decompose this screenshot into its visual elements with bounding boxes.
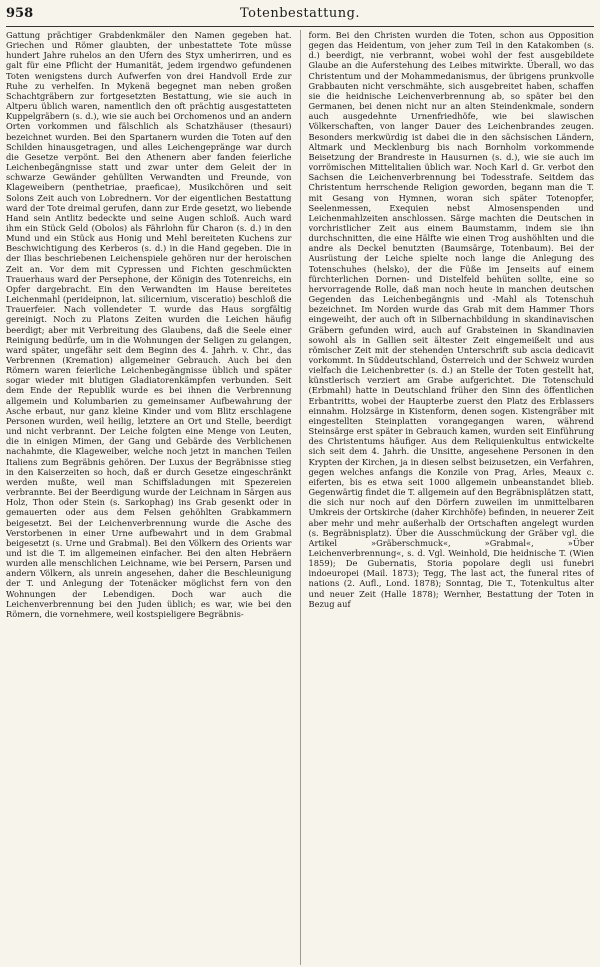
column-divider [300, 30, 301, 965]
left-column [6, 30, 292, 965]
text-columns [6, 30, 594, 965]
running-header [6, 6, 594, 27]
running-title: Totenbestattung. [239, 6, 361, 21]
left-column-text: Gattung prächtiger Grabdenkmäler den Namen gegeben hat. Griechen und Römer glaubten, der unbestattete Tote müsse hundert Jahre ruhelos an den Ufern des Styx umherirren, und es galt für eine Pflicht der Humanität, jedem irgendwo gefundenen Toten wenigstens durch Aufwerfen von drei Handvoll Erde zur Ruhe zu verhelfen. In Mykenä begegnet man neben großen Schachtgräbern zur fortgesetzten Bestattung, wie sie auch in Altperu üblich waren, namentlich den oft prächtig ausgestatteten Kuppelgräbern (s. d.), wie sie auch bei Orchomenos und an andern Orten vorkommen und fälschlich als Schatzhäuser (thesauri) bezeichnet wurden. Bei den Spartanern wurden die Toten auf den Schilden hinausgetragen, und alles Leichengepränge war durch die Gesetze verpönt. Bei den Athenern aber fanden feierliche Leichenbegängnisse statt und zwar unter dem Geleit der in schwarze Gewänder gehüllten Verwandten und Freunde, von Klageweibern (penthetriae, praeficae), Musikchören und seit Solons Zeit auch von Lobrednern. Vor der eigentlichen Bestattung ward der Tote dreimal gerufen, dann zur Erde gesetzt, wo liebende Hand sein Antlitz bedeckte und seine Augen schloß. Auch ward ihm ein Stück Geld (Obolos) als Fährlohn für Charon (s. d.) in den Mund und ein Stück aus Honig und Mehl bereiteten Kuchens zur Beschwichtigung des Kerberos (s. d.) in die Hand gegeben. Die in der Ilias beschriebenen Leichenspiele gehören nur der heroischen Zeit an. Vor dem mit Cypressen und Fichten geschmückten Trauerhaus ward der Persephone, der Königin des Totenreichs, ein Opfer dargebracht. Ein den Verwandten im Hause bereitetes Leichenmahl (perideipnon, lat. silicernium, visceratio) beschloß die Trauerfeier. Nach vollendeter T. wurde das Haus sorgfältig gereinigt. Noch zu Platons Zeiten wurden die Leichen häufig beerdigt; aber mit Verbreitung des Glaubens, daß die Seele einer Reinigung bedürfe, um in die Wohnungen der Seligen zu gelangen, ward später, ungefähr seit dem Beginn des 4. Jahrh. v. Chr., das Verbrennen (Kremation) allgemeiner Gebrauch. Auch bei den Römern waren feierliche Leichenbegängnisse üblich und später sogar wieder mit blutigen Gladiatorenkämpfen verbunden. Seit dem Ende der Republik wurde es bei ihnen die Verbrennung allgemein und Kolumbarien zu gemeinsamer Aufbewahrung der Asche erbaut, nur ganz kleine Kinder und vom Blitz erschlagene Personen wurden, weil heilig, letztere an Ort und Stelle, beerdigt und nicht verbrannt. Der Leiche folgten eine Menge von Leuten, die in einigen Mimen, der Gang und Gebärde des Verblichenen nachahmte, die Klageweiber, welche noch jetzt in manchen Teilen Italiens zum Begräbnis gehören. Der Luxus der Begräbnisse stieg in den Kaiserzeiten so hoch, daß er durch Gesetze eingeschränkt werden mußte, weil man Schiffsladungen mit Spezereien verbrannte. Bei der Beerdigung wurde der Leichnam in Särgen aus Holz, Thon oder Stein (s. Sarkophag) ins Grab gesenkt oder in gemauerten oder aus dem Felsen gehöhlten Grabkammern beigesetzt. Bei der Leichenverbrennung wurde die Asche des Verstorbenen in einer Urne aufbewahrt und in dem Grabmal beigesetzt (s. Urne und Grabmal). Bei den Völkern des Orients war und ist die T. im allgemeinen einfacher. Bei den alten Hebräern wurden alle menschlichen Leichname, wie bei Persern, Parsen und andern Völkern, als unrein angesehen, daher die Beschleunigung der T. und Anlegung der Totenäcker möglichst fern von den Wohnungen der Lebendigen. Doch war auch die Leichenverbrennung bei den Juden üblich; es war, wie bei den Römern, die vornehmere, weil kostspieligere Begräbnis- [6, 30, 292, 619]
page-number: 958 [6, 6, 34, 21]
right-column [309, 30, 595, 965]
right-column-text: form. Bei den Christen wurden die Toten, schon aus Opposition gegen das Heidentum, von jeher zum Teil in den Katakomben (s. d.) beerdigt, nie verbrannt, wobei wohl der fest ausgebildete Glaube an die Auferstehung des Leibes mitwirkte. Überall, wo das Christentum und der Mohammedanismus, der übrigens prunkvolle Grabbauten nicht verschmähte, sich ausgebreitet haben, schaffen sie die heidnische Leichenverbrennung ab, so später bei den Germanen, bei denen nicht nur an alten Steindenkmale, sondern auch ausgedehnte Urnenfriedhöfe, wie bei slawischen Völkerschaften, von langer Dauer des Leichenbrandes zeugen. Besonders merkwürdig ist dabei die in den sächsischen Ländern, Altmark und Mecklenburg bis nach Bornholm vorkommende Beisetzung der Brandreste in Hausurnen (s. d.), wie sie auch im vorrömischen Mittelitalien üblich war. Noch Karl d. Gr. verbot den Sachsen die Leichenverbrennung bei Todesstrafe. Seitdem das Christentum herrschende Religion geworden, begann man die T. mit Gesang von Hymnen, woran sich später Totenopfer, Seelenmessen, Exequien nebst Almosenspenden und Leichenmahlzeiten anschlossen. Särge machten die Deutschen in vorchristlicher Zeit aus einem Baumstamm, indem sie ihn durchschnitten, die eine Hälfte wie einen Trog aushöhlten und die andre als Deckel benutzten (Baumsärge, Totenbaum). Bei der Ausrüstung der Leiche spielte noch lange die Anlegung des Totenschuhes (helsko), der die Füße im Jenseits auf einem fürchterlichen Dornen- und Distelfeld behüten sollte, eine so hervorragende Rolle, daß man noch heute in manchen deutschen Gegenden das Leichenbegängnis und -Mahl als Totenschuh bezeichnet. Im Norden wurde das Grab mit dem Hammer Thors eingeweiht, der auch oft in Silbernachbildung in skandinavischen Gräbern gefunden wird, auch auf Grabsteinen in Skandinavien sowohl als in Gallien seit ältester Zeit eingemeißelt und aus römischer Zeit mit der stehenden Unterschrift sub ascia dedicavit vorkommt. In Süddeutschland, Österreich und der Schweiz wurden vielfach die Leichenbretter (s. d.) an Stelle der Toten gestellt hat, künstlerisch verziert am Grabe aufgerichtet. Die Totenschuld (Erbmahl) hatte in Deutschland früher den Sinn des öffentlichen Erbantritts, wobei der Haupterbe zuerst den Platz des Erblassers einnahm. Holzsärge in Kistenform, denen sogen. Kistengräber mit eingestellten Steinplatten vorangegangen waren, während Steinsärge erst später in Gebrauch kamen, wurden seit Einführung des Christentums häufiger. Aus dem Reliquienkultus entwickelte sich seit dem 4. Jahrh. die Unsitte, angesehene Personen in den Krypten der Kirchen, ja in diesen selbst beizusetzen, ein Verfahren, gegen welches anfangs die Konzile von Prag, Arles, Meaux c. eiferten, bis es etwa seit 1000 allgemein unbeanstandet blieb. Gegenwärtig findet die T. allgemein auf den Begräbnisplätzen statt, die sich nur noch auf den Dörfern zuweilen im unmittelbaren Umkreis der Ortskirche (daher Kirchhöfe) befinden, in neuerer Zeit aber mehr und mehr außerhalb der Ortschaften angelegt wurden (s. Begräbnisplatz). Über die Ausschmückung der Gräber vgl. die Artikel »Gräberschmuck«, »Grabmal«, »Über Leichenverbrennung«, s. d. Vgl. Weinhold, Die heidnische T. (Wien 1859); De Gubernatis, Storia popolare degli usi funebri indoeuropei (Mail. 1873); Tegg, The last act, the funeral rites of nations (2. Aufl., Lond. 1878); Sonntag, Die T., Totenkultus alter und neuer Zeit (Halle 1878); Wernher, Bestattung der Toten in Bezug auf [308, 30, 594, 609]
